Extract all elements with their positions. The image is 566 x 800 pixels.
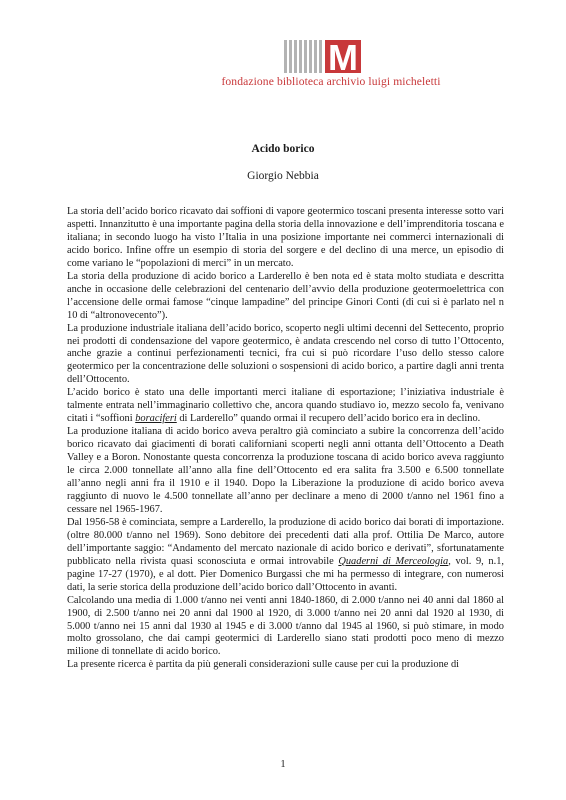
paragraph xyxy=(67,387,504,426)
document-author: Giorgio Nebbia xyxy=(247,170,319,182)
paragraph: La storia dell’acido borico ricavato dai soffioni di vapore geotermico toscani presenta interesse sotto vari aspetti. Innanzitutto è una importante pagina della storia della innovazione e dell’imprenditoria toscana e italiana; in secondo luogo ha visto l’Italia in una posizione importante nei commerci internazionali di acido borico. Infine offre un esempio di storia del sorgere e del declino di una merce, un episodio di come variano le “popolazioni di merci” in un mercato. xyxy=(67,206,504,269)
logo-letter: M xyxy=(328,40,358,73)
paragraph: La produzione italiana di acido borico aveva peraltro già cominciato a subire la concorrenza dell’acido borico ricavato dai giacimenti di borati californiani scoperti negli anni ottanta dell’Ottocento a Death Valley e a Boron. Nonostante questa concorrenza la produzione toscana di acido borico aveva raggiunto le circa 2.000 tonnellate all’anno alla fine dell’Ottocento ed era salita fra 3.500 e 6.500 tonnellate all’anno negli anni fra il 1910 e il 1940. Dopo la Liberazione la produzione di acido borico aveva raggiunto di nuovo le 4.500 tonnellate all’anno per declinare a meno di 2000 t/anno nel 1961 fino a cessare nel 1965-1967. xyxy=(67,426,504,515)
paragraph-text: L’acido borico è stato una delle importanti merci italiane di esportazione; l’iniziativa industriale è talmente entrata nell’immaginario collettivo che, ancora quando studiavo io, mezzo secolo fa, venivano citati i “soffioni xyxy=(67,387,504,425)
emphasized-term: boraciferi xyxy=(135,413,177,425)
paragraph-text: , vol. 9, n.1, pagine 17-27 (1970), e al dott. Pier Domenico Burgassi che mi ha permesso di integrare, con numerosi dati, la serie storica della produzione dell’acido borico dall’Ottocento in avanti. xyxy=(67,555,504,593)
document-body xyxy=(67,206,504,672)
journal-title: Quaderni di Merceologia xyxy=(338,555,449,567)
paragraph-text: di Larderello” quando ormai il recupero dell’acido borico era in declino. xyxy=(176,413,481,425)
logo-gray-bars xyxy=(284,40,322,73)
page-number: 1 xyxy=(280,759,286,770)
paragraph xyxy=(67,517,504,595)
micheletti-logo xyxy=(284,40,364,73)
paragraph: La presente ricerca è partita da più generali considerazioni sulle cause per cui la produzione di xyxy=(67,659,460,671)
paragraph: La storia della produzione di acido borico a Larderello è ben nota ed è stata molto studiata e descritta anche in occasione delle celebrazioni del centenario dell’avvio della produzione geotermoelettrica con l’accensione delle ormai famose “cinque lampadine” del principe Ginori Conti (di cui si è parlato nel n 10 di “altronovecento”). xyxy=(67,270,504,321)
paragraph: Calcolando una media di 1.000 t/anno nei venti anni 1840-1860, di 2.000 t/anno nei 40 anni dal 1860 al 1900, di 2.500 t/anno nei 20 anni dal 1900 al 1920, di 3.000 t/anno nei 20 anni dal 1920 al 1930, di 5.000 t/anno nei 15 anni dal 1930 al 1945 e di 3.000 t/anno dal 1945 al 1960, si può stimare, in modo molto grossolano, che dai campi geotermici di Larderello siano stati prodotti poco meno di mezzo milione di tonnellate di acido borico. xyxy=(67,594,504,658)
document-title: Acido borico xyxy=(251,143,315,155)
paragraph: La produzione industriale italiana dell’acido borico, scoperto negli ultimi decenni del Settecento, proprio nei prodotti di condensazione del vapore geotermico, è andata crescendo nel corso di tutto l’Ottocento, anche grazie a continui perfezionamenti tecnici, fra cui si può ricordare l’uso dello stesso calore geotermico per la concentrazione delle soluzioni o sospensioni di acido borico, a partire dagli anni trenta dell’Ottocento. xyxy=(67,322,504,386)
paragraph-text: Dal 1956-58 è cominciata, sempre a Larderello, la produzione di acido borico dai borati di importazione.(oltre 80.000 t/anno nel 1969). Sono debitore dei precedenti dati alla prof. Ottilia De Marco, autore dell’importante saggio: “Andamento del mercato nazionale di acido borico e derivati”, sfortunatamente pubblicato nella rivista quasi sconosciuta e ormai introvabile xyxy=(67,516,504,567)
organization-name: fondazione biblioteca archivio luigi micheletti xyxy=(221,75,441,88)
